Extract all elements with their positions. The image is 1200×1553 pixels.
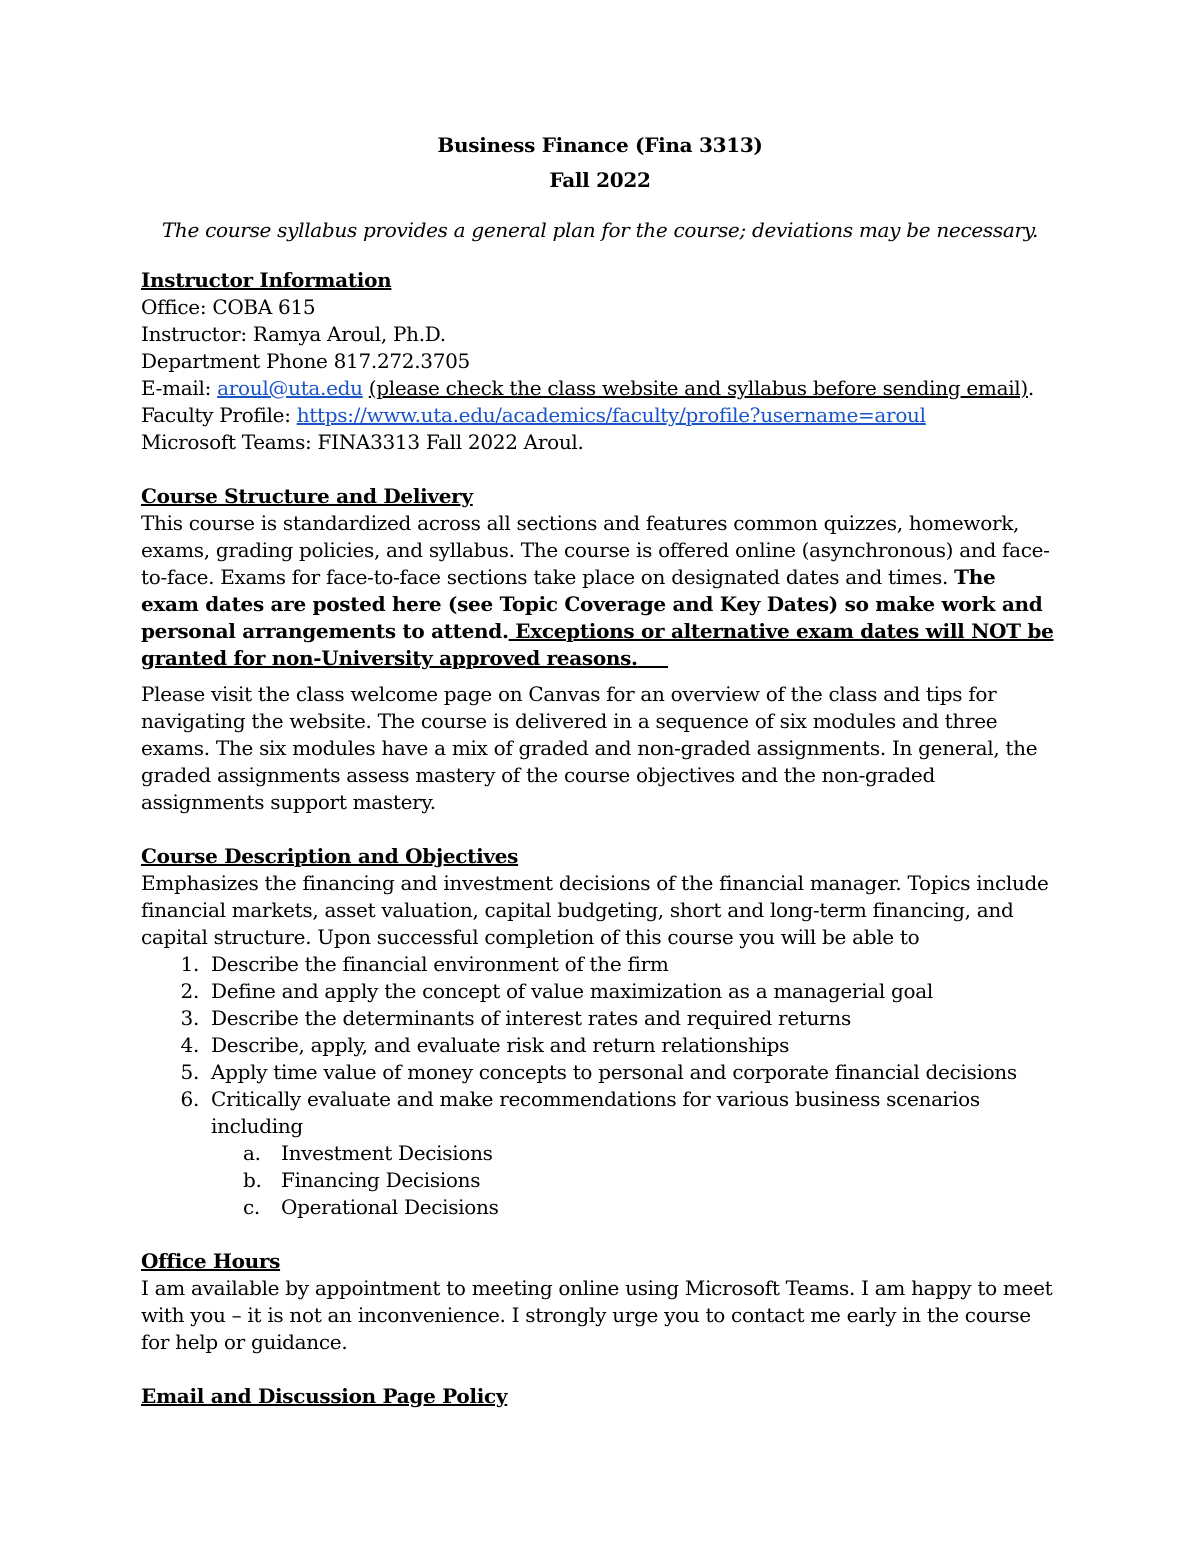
office-hours-section — [141, 1248, 1059, 1356]
instructor-office: Office: COBA 615 — [141, 295, 316, 319]
list-item — [141, 1059, 1059, 1086]
office-hours-heading: Office Hours — [141, 1249, 281, 1273]
department-phone: Department Phone 817.272.3705 — [141, 349, 470, 373]
list-item — [141, 1167, 1059, 1194]
course-title: Business Finance (Fina 3313) — [437, 133, 763, 157]
trailing-underline — [638, 646, 668, 670]
email-policy-heading: Email and Discussion Page Policy — [141, 1384, 508, 1408]
list-item-number: 6. — [180, 1087, 199, 1111]
list-item-text: Operational Decisions — [281, 1195, 499, 1219]
list-item-text: Investment Decisions — [281, 1141, 493, 1165]
profile-label: Faculty Profile: — [141, 403, 297, 427]
email-note-end: . — [1027, 376, 1034, 400]
sub-objectives-list — [141, 1140, 1059, 1221]
description-intro: Emphasizes the financing and investment decisions of the financial manager. Topics include financial markets, asset valuation, capital budgeting, short and long-term financing, and capital structure. Upon successful completion of this course you will be able to — [141, 871, 1049, 949]
list-item-text: Describe the determinants of interest rates and required returns — [211, 1006, 851, 1030]
faculty-profile-line — [141, 402, 1059, 429]
list-item-text: Describe, apply, and evaluate risk and return relationships — [211, 1033, 790, 1057]
structure-heading: Course Structure and Delivery — [141, 484, 473, 508]
syllabus-disclaimer: The course syllabus provides a general plan for the course; deviations may be necessary. — [161, 218, 1039, 242]
list-item — [141, 1194, 1059, 1221]
list-item-number: 2. — [180, 979, 199, 1003]
list-item-text: Define and apply the concept of value maximization as a managerial goal — [211, 979, 934, 1003]
structure-paragraph-2: Please visit the class welcome page on Canvas for an overview of the class and tips for navigating the website. The course is delivered in a sequence of six modules and three exams. The six modules have a mix of graded and non-graded assignments. In general, the graded assignments assess mastery of the course objectives and the non-graded assignments support mastery. — [141, 682, 1038, 814]
structure-p1-text: This course is standardized across all sections and features common quizzes, homework, exams, grading policies, and syllabus. The course is offered online (asynchronous) and face-to-face. Exams for face-to-face sections take place on designated dates and times. — [141, 511, 1050, 589]
list-item-number: 4. — [180, 1033, 199, 1057]
list-item-number: 1. — [180, 952, 199, 976]
email-label: E-mail: — [141, 376, 218, 400]
instructor-heading: Instructor Information — [141, 268, 392, 292]
list-item-letter: a. — [243, 1141, 261, 1165]
objectives-list — [141, 951, 1059, 1140]
exam-exceptions-notice: Exceptions or alternative exam dates will NOT be granted for non-University approved reasons. — [141, 619, 1054, 670]
list-item-number: 3. — [180, 1006, 199, 1030]
faculty-profile-link[interactable]: https://www.uta.edu/academics/faculty/profile?username=aroul — [296, 403, 926, 427]
microsoft-teams-line: Microsoft Teams: FINA3313 Fall 2022 Aroul. — [141, 430, 584, 454]
list-item-text: Critically evaluate and make recommendations for various business scenarios including — [211, 1087, 980, 1138]
office-hours-text: I am available by appointment to meeting online using Microsoft Teams. I am happy to meet with you – it is not an inconvenience. I strongly urge you to contact me early in the course for help or guidance. — [141, 1276, 1053, 1354]
syllabus-page — [141, 128, 1059, 1410]
instructor-name: Instructor: Ramya Aroul, Ph.D. — [141, 322, 446, 346]
list-item-number: 5. — [180, 1060, 199, 1084]
list-item-letter: b. — [243, 1168, 262, 1192]
structure-section — [141, 483, 1059, 816]
course-term: Fall 2022 — [549, 168, 651, 192]
list-item-text: Describe the financial environment of the firm — [211, 952, 669, 976]
email-note: (please check the class website and syllabus before sending email) — [368, 376, 1028, 400]
list-item — [141, 1140, 1059, 1167]
instructor-email-line — [141, 375, 1059, 402]
exam-dates-notice: The exam dates are posted here (see Topic Coverage and Key Dates) so make work and personal arrangements to attend. — [141, 565, 1043, 643]
list-item — [141, 951, 1059, 978]
list-item-text: Financing Decisions — [281, 1168, 481, 1192]
list-item — [141, 1086, 1059, 1140]
description-section — [141, 843, 1059, 1221]
email-link[interactable]: aroul@uta.edu — [217, 376, 363, 400]
list-item — [141, 978, 1059, 1005]
instructor-section — [141, 267, 1059, 456]
list-item-text: Apply time value of money concepts to personal and corporate financial decisions — [211, 1060, 1017, 1084]
description-heading: Course Description and Objectives — [141, 844, 519, 868]
list-item — [141, 1005, 1059, 1032]
list-item-letter: c. — [243, 1195, 260, 1219]
email-policy-section — [141, 1383, 1059, 1410]
structure-paragraph-1 — [141, 510, 1059, 672]
list-item — [141, 1032, 1059, 1059]
